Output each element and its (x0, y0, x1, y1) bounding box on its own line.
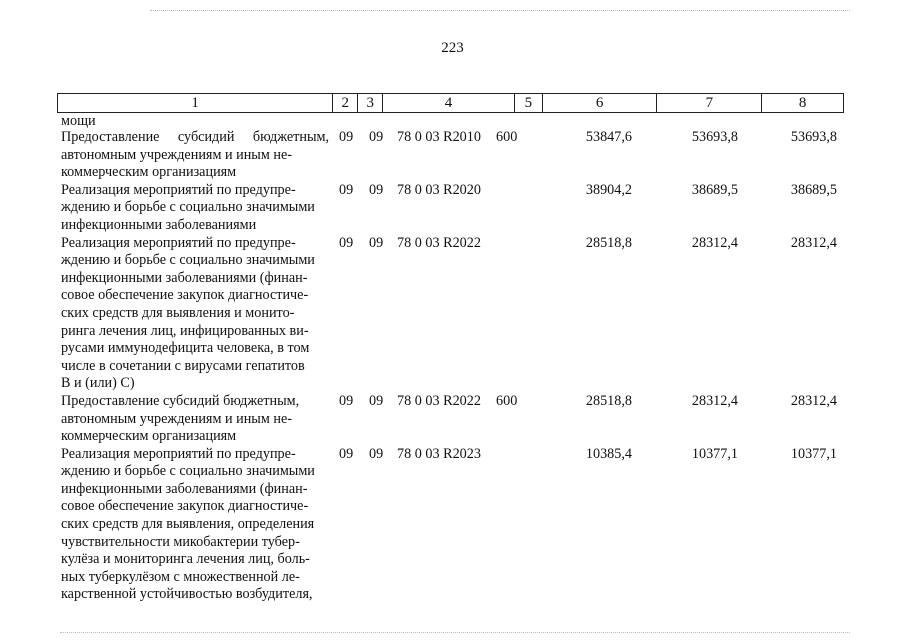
scan-artifact-top (150, 10, 850, 12)
row-value-1: 53847,6 (585, 129, 632, 145)
row-name: Реализация мероприятий по предупре- ждению и борьбе с социально значимыми инфекционными заболеваниями (финан- совое обеспечение закупок диагностиче- ских средств для выявления и монито- ринга лечения лиц, инфицированных ви- русами иммунодефицита человека, в том числе в сочетании с вирусами гепатитов В и (или) С) (61, 234, 315, 392)
row-rz: 09 (339, 181, 354, 198)
table-row (61, 129, 841, 182)
header-cell-5: 5 (515, 94, 543, 112)
row-value-2: 28312,4 (691, 392, 738, 409)
row-csr: 78 0 03 R2020 (397, 181, 481, 198)
continuation-row (61, 113, 841, 129)
row-rz: 09 (339, 129, 354, 145)
row-value-2: 53693,8 (691, 129, 738, 145)
row-pr: 09 (369, 234, 384, 251)
row-rz: 09 (339, 392, 354, 409)
header-cell-8: 8 (798, 95, 807, 111)
row-value-1: 28518,8 (585, 392, 632, 409)
header-cell-2: 2 (333, 94, 358, 112)
row-value-3: 10377,1 (790, 445, 837, 462)
row-value-1: 38904,2 (585, 181, 632, 198)
row-value-2: 10377,1 (691, 445, 738, 462)
row-csr: 78 0 03 R2022 (397, 234, 481, 251)
row-value-3: 28312,4 (790, 234, 837, 251)
table-header (57, 93, 844, 113)
row-pr: 09 (369, 129, 384, 145)
row-name: Предоставление субсидий бюджетным, автономным учреждениям и иным не- коммерческим организациям (61, 129, 329, 181)
table-row (61, 393, 841, 446)
header-cell-4: 4 (383, 94, 515, 112)
table-body (61, 113, 841, 604)
row-name: Предоставление субсидий бюджетным, автономным учреждениям и иным не- коммерческим организациям (61, 392, 300, 445)
table-row (61, 446, 841, 604)
header-cell-1: 1 (58, 94, 333, 112)
row-rz: 09 (339, 234, 354, 251)
header-cell-6: 6 (543, 94, 658, 112)
header-cell-7: 7 (657, 94, 762, 112)
row-value-2: 28312,4 (691, 234, 738, 251)
row-csr: 78 0 03 R2022 (397, 392, 481, 409)
row-name: Реализация мероприятий по предупре- ждению и борьбе с социально значимыми инфекционными заболеваниями (61, 181, 315, 233)
row-pr: 09 (369, 445, 384, 462)
row-value-1: 28518,8 (585, 234, 632, 251)
row-pr: 09 (369, 392, 384, 409)
header-cell-3: 3 (358, 94, 383, 112)
row-value-3: 53693,8 (790, 129, 837, 145)
continuation-text: мощи (61, 113, 96, 129)
row-name: Реализация мероприятий по предупре- ждению и борьбе с социально значимыми инфекционными заболеваниями (финан- совое обеспечение закупок диагностиче- ских средств для выявления, определения чувствительности микобактерии тубер- кулёза и мониторинга лечения лиц, боль- ных туберкулёзом с множественной ле- карственной устойчивостью возбудителя, (61, 445, 315, 603)
row-csr: 78 0 03 R2023 (397, 445, 481, 462)
row-csr: 78 0 03 R2010 (397, 129, 481, 145)
table-row (61, 235, 841, 393)
row-rz: 09 (339, 445, 354, 462)
row-value-3: 28312,4 (790, 392, 837, 409)
row-value-3: 38689,5 (790, 181, 837, 198)
page-number: 223 (441, 40, 464, 56)
row-vr: 600 (496, 129, 518, 145)
row-value-2: 38689,5 (691, 181, 738, 198)
row-value-1: 10385,4 (585, 445, 632, 462)
row-vr: 600 (496, 392, 518, 409)
table-row (61, 182, 841, 235)
scan-artifact-bottom (60, 632, 850, 634)
row-pr: 09 (369, 181, 384, 198)
